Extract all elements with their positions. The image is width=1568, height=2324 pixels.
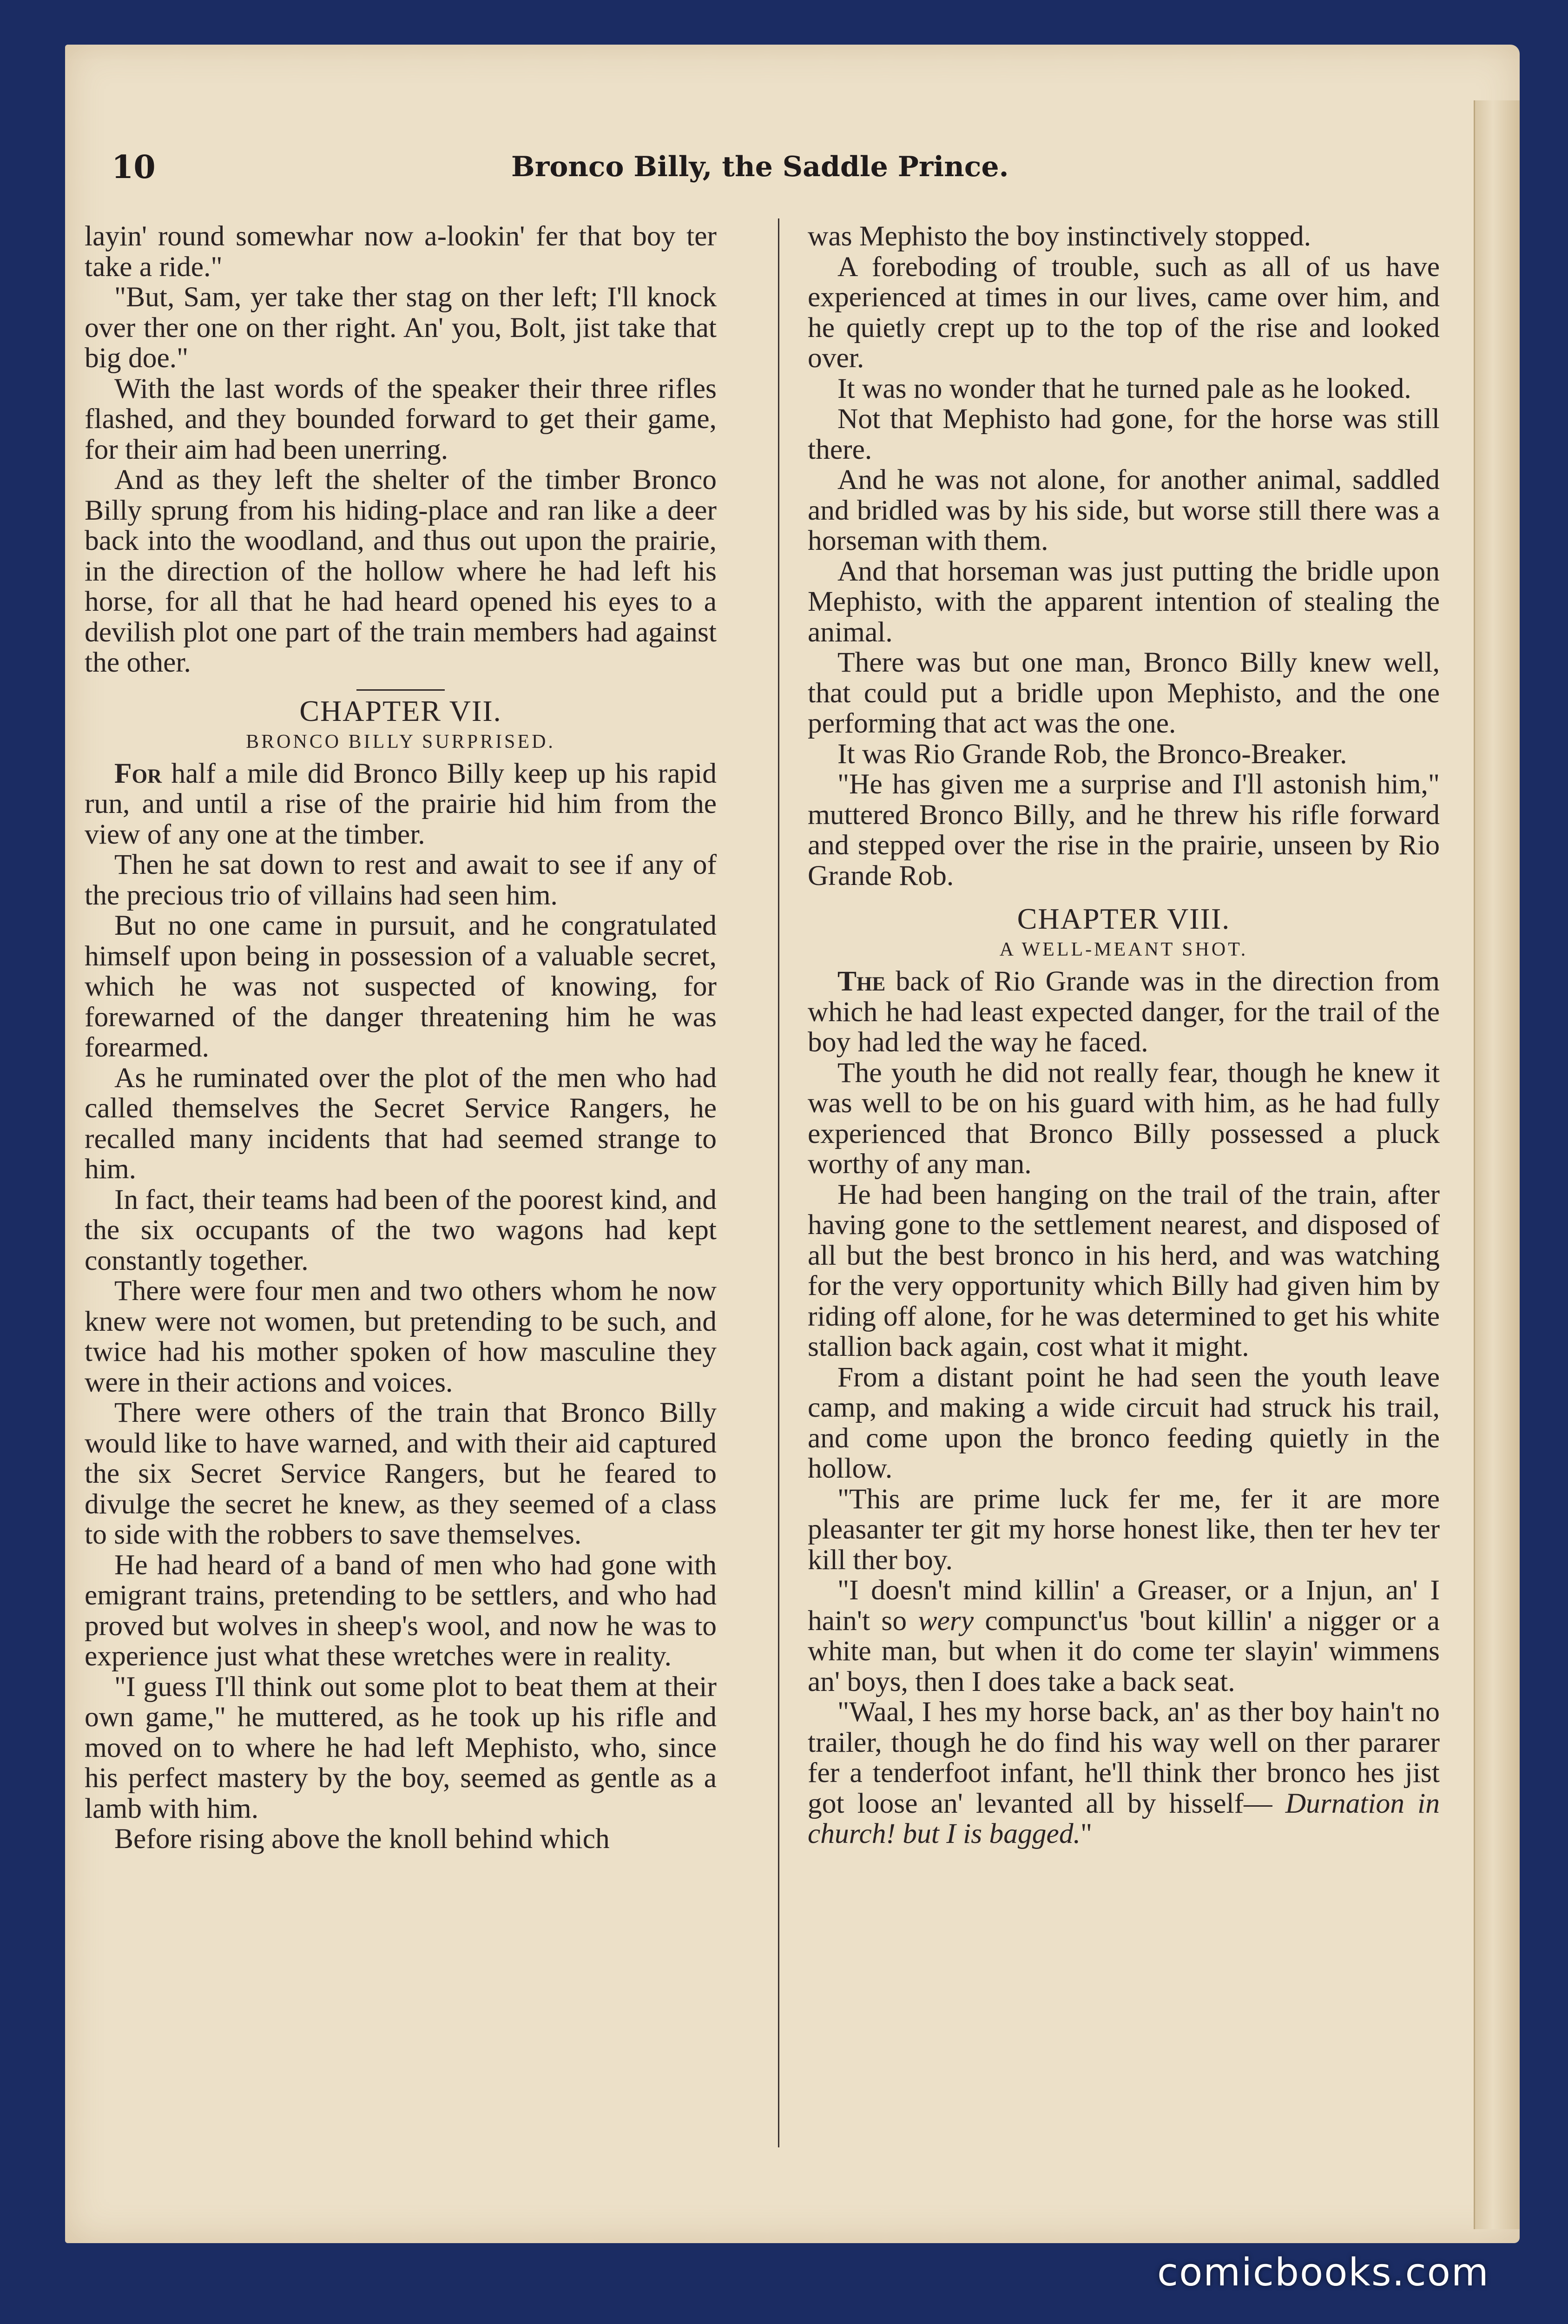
- italic-text: wery: [918, 1604, 974, 1637]
- chapter-heading: [808, 902, 1440, 964]
- paragraph: He had been hanging on the trail of the train, after having gone to the settlement nearest, and disposed of all but the best bronco in his herd, and was watching for the very opportunity which Billy had given him by riding off alone, for he was determined to get his white stallion back again, cost what it might.: [808, 1178, 1440, 1362]
- paragraph: But no one came in pursuit, and he congratulated himself upon being in possession of a valuable secret, which he was not suspected of knowing, for forewarned of the danger threatening him he was forearmed.: [85, 910, 717, 1063]
- paragraph: The youth he did not really fear, though he knew it was well to be on his guard with him, as he had fully experienced that Bronco Billy possessed a pluck worthy of any man.: [808, 1056, 1440, 1180]
- paragraph: And he was not alone, for another animal, saddled and bridled was by his side, but worse still there was a horseman with them.: [808, 464, 1440, 556]
- paragraph: Then he sat down to rest and await to see if any of the precious trio of villains had seen him.: [85, 849, 717, 911]
- paragraph: was Mephisto the boy instinctively stopped.: [808, 220, 1311, 252]
- chapter-subtitle: BRONCO BILLY SURPRISED.: [246, 731, 555, 753]
- running-title: Bronco Billy, the Saddle Prince.: [511, 151, 1009, 183]
- paragraph: Before rising above the knoll behind which: [114, 1823, 610, 1855]
- right-column: [808, 221, 1440, 1849]
- paragraph: And as they left the shelter of the timber Bronco Billy sprung from his hiding-place and ran like a deer back into the woodland, and thus out upon the prairie, in the direction of the hollow where he had left his horse, for all that he had heard opened his eyes to a devilish plot one part of the train members had against the other.: [85, 464, 717, 678]
- text-run: ": [1080, 1818, 1093, 1849]
- chapter-title: CHAPTER VIII.: [1017, 902, 1231, 935]
- italic-text: Durnation in church! but I is bagged.: [808, 1787, 1440, 1849]
- paragraph: "He has given me a surprise and I'll astonish him," muttered Bronco Billy, and he threw his rifle forward and stepped over the rise in the prairie, unseen by Rio Grande Rob.: [808, 768, 1440, 891]
- opening-text: half a mile did Bronco Billy keep up his rapid run, and until a rise of the prairie hid him from the view of any one at the timber.: [85, 757, 717, 850]
- paragraph: "But, Sam, yer take ther stag on ther left; I'll knock over ther one on ther right. An' you, Bolt, jist take that big doe.": [85, 281, 717, 374]
- paragraph: [808, 1575, 1440, 1697]
- paragraph: [808, 1697, 1440, 1849]
- chapter-rule: [356, 689, 445, 691]
- paragraph: layin' round somewhar now a-lookin' fer that boy ter take a ride.": [85, 220, 717, 283]
- paragraph: There were others of the train that Bronco Billy would like to have warned, and with their aid captured the six Secret Service Rangers, but he feared to divulge the secret he knew, as they seemed of a class to side with the robbers to save themselves.: [85, 1397, 717, 1550]
- paragraph: In fact, their teams had been of the poorest kind, and the six occupants of the two wagons had kept constantly together.: [85, 1183, 717, 1276]
- paragraph: Not that Mephisto had gone, for the horse was still there.: [808, 403, 1440, 465]
- paragraph: With the last words of the speaker their three rifles flashed, and they bounded forward to get their game, for their aim had been unerring.: [85, 372, 717, 465]
- left-column: [85, 221, 717, 1855]
- paragraph: There was but one man, Bronco Billy knew well, that could put a bridle upon Mephisto, and the one performing that act was the one.: [808, 647, 1440, 739]
- paragraph: From a distant point he had seen the youth leave camp, and making a wide circuit had struck his trail, and come upon the bronco feeding quietly in the hollow.: [808, 1361, 1440, 1484]
- column-divider: [778, 218, 779, 2147]
- paragraph: "This are prime luck fer me, fer it are more pleasanter ter git my horse honest like, then ter hev ter kill ther boy.: [808, 1483, 1440, 1576]
- paragraph: As he ruminated over the plot of the men who had called themselves the Secret Service Rangers, he recalled many incidents that had seemed strange to him.: [85, 1062, 717, 1185]
- site-watermark: comicbooks.com: [1157, 2251, 1489, 2295]
- paragraph: It was no wonder that he turned pale as he looked.: [837, 372, 1411, 404]
- paragraph: It was Rio Grande Rob, the Bronco-Breaker.: [837, 738, 1347, 770]
- adjacent-page-edge: [1474, 100, 1520, 2229]
- running-head: [112, 149, 1413, 200]
- chapter-heading: [85, 689, 717, 756]
- text-run: "Waal, I hes my horse back, an' as ther boy hain't no trailer, though he do find his way well on ther pararer fer a tenderfoot infant, he'll think ther bronco hes jist got loose an' levanted all by hisself—: [808, 1696, 1440, 1819]
- text-run: compunct'us 'bout killin' a nigger or a white man, but when it do come ter slayin' wimmens an' boys, then I does take a back seat.: [808, 1604, 1440, 1697]
- opening-word: For: [114, 757, 162, 789]
- opening-word: The: [837, 965, 886, 997]
- opening-text: back of Rio Grande was in the direction from which he had least expected danger, for the trail of the boy had led the way he faced.: [808, 965, 1440, 1058]
- paragraph: He had heard of a band of men who had gone with emigrant trains, pretending to be settlers, and who had proved but wolves in sheep's wool, and now he was to experience just what these wretches were in reality.: [85, 1549, 717, 1672]
- text-run: "I doesn't mind killin' a Greaser, or a Injun, an' I hain't so: [808, 1574, 1440, 1637]
- paragraph: And that horseman was just putting the bridle upon Mephisto, with the apparent intention of stealing the animal.: [808, 555, 1440, 648]
- chapter-opening-paragraph: [808, 966, 1440, 1058]
- chapter-subtitle: A WELL-MEANT SHOT.: [999, 939, 1248, 960]
- paragraph: A foreboding of trouble, such as all of us have experienced at times in our lives, came over him, and he quietly crept up to the top of the rise and looked over.: [808, 251, 1440, 374]
- chapter-opening-paragraph: [85, 759, 717, 850]
- page-number: 10: [112, 149, 156, 186]
- chapter-title: CHAPTER VII.: [299, 694, 502, 727]
- paragraph: There were four men and two others whom he now knew were not women, but pretending to be such, and twice had his mother spoken of how masculine they were in their actions and voices.: [85, 1275, 717, 1398]
- paragraph: "I guess I'll think out some plot to beat them at their own game," he muttered, as he took up his rifle and moved on to where he had left Mephisto, who, since his perfect mastery by the boy, seemed as gentle as a lamb with him.: [85, 1670, 717, 1824]
